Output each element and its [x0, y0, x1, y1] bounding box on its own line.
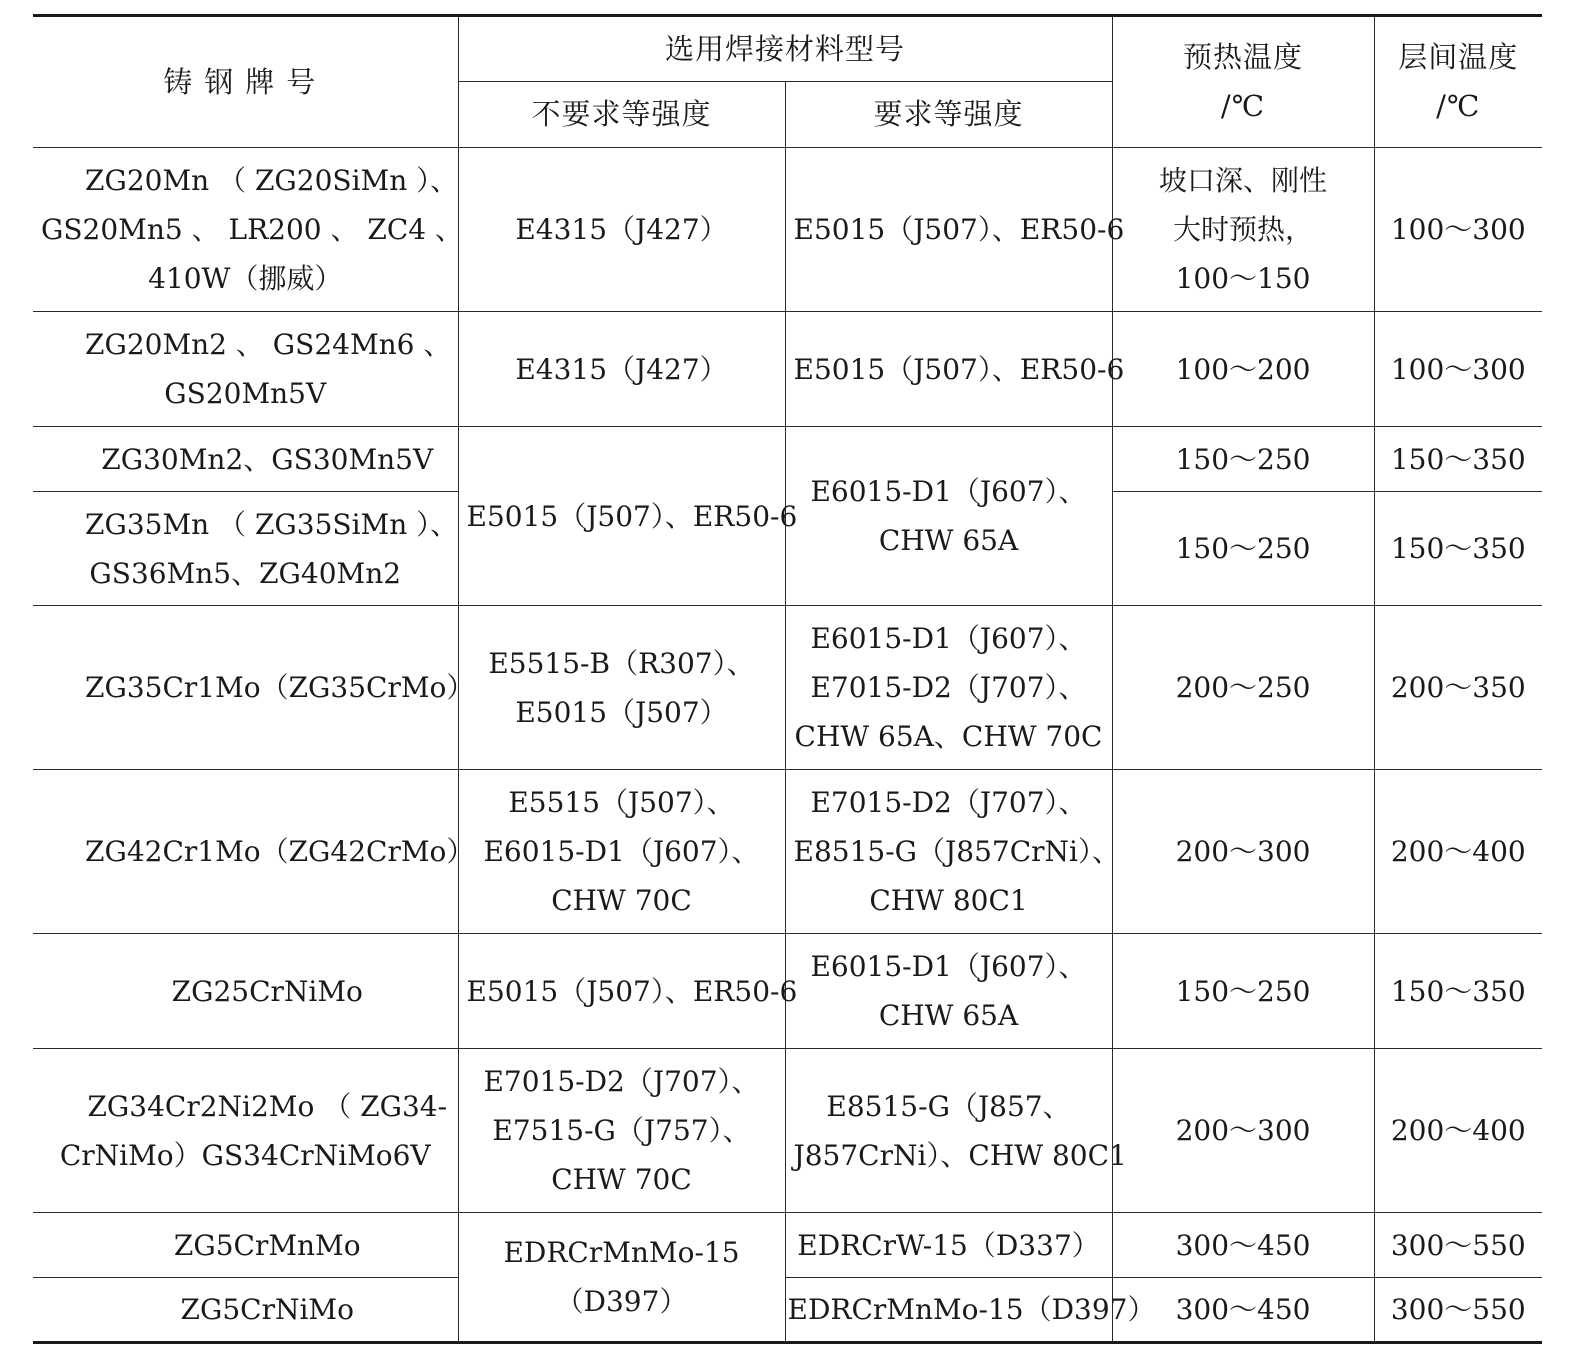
non-equal-line: E5015（J507） [515, 695, 728, 729]
equal-line: E6015-D1（J607）、 [810, 622, 1087, 655]
cell-grade: ZG30Mn2、GS30Mn5V [33, 427, 458, 492]
cell-equal [785, 1049, 1127, 1213]
cell-grade: ZG35Cr1Mo（ZG35CrMo） [33, 606, 458, 770]
grade-line: GS36Mn5、ZG40Mn2 [89, 556, 402, 590]
table-row [33, 770, 1542, 934]
table-row [33, 312, 1542, 427]
cell-non-equal [458, 1213, 785, 1343]
grade-line: GS20Mn5V [164, 377, 327, 410]
non-equal-line: EDRCrMnMo-15 [503, 1236, 740, 1269]
cell-grade [33, 312, 458, 427]
cell-preheat: 200～250 [1112, 606, 1374, 770]
grade-line: CrNiMo）GS34CrNiMo6V [59, 1138, 431, 1172]
equal-line: CHW 80C1 [869, 884, 1028, 917]
table-row [33, 1278, 1542, 1343]
non-equal-line: CHW 70C [551, 884, 692, 917]
equal-line: E6015-D1（J607）、 [810, 950, 1087, 983]
cell-equal [785, 934, 1112, 1049]
header-preheat [1112, 16, 1374, 148]
header-non-equal-strength: 不要求等强度 [458, 82, 785, 148]
cell-grade: ZG25CrNiMo [33, 934, 458, 1049]
equal-line: E8515-G（J857、 [826, 1089, 1071, 1123]
cell-preheat: 150～250 [1112, 427, 1374, 492]
non-equal-line: CHW 70C [551, 1163, 692, 1196]
cell-grade [33, 492, 458, 606]
header-material: 选用焊接材料型号 [458, 16, 1112, 82]
cell-preheat: 300～450 [1112, 1213, 1374, 1278]
cell-grade [33, 148, 464, 312]
equal-line: CHW 65A [878, 524, 1019, 557]
grade-line: GS20Mn5 、 LR200 、 ZC4 、 [41, 213, 464, 246]
equal-line: E6015-D1（J607）、 [810, 475, 1087, 508]
cell-preheat [1112, 148, 1374, 312]
cell-preheat: 200～300 [1112, 770, 1374, 934]
cell-grade: ZG5CrMnMo [33, 1213, 458, 1278]
cell-equal: E5015（J507）、ER50-6 [785, 312, 1112, 427]
cell-interpass: 150～350 [1374, 934, 1542, 1049]
cell-grade: ZG5CrNiMo [33, 1278, 458, 1343]
welding-material-table [33, 14, 1542, 1344]
cell-equal: E5015（J507）、ER50-6 [785, 148, 1112, 312]
header-preheat-unit: /℃ [1220, 89, 1266, 123]
grade-line: ZG20Mn （ ZG20SiMn ）、 [85, 164, 459, 197]
non-equal-line: （D397） [555, 1285, 688, 1318]
cell-equal [785, 606, 1112, 770]
cell-interpass: 300～550 [1374, 1213, 1542, 1278]
cell-grade [33, 1049, 458, 1213]
cell-equal [785, 770, 1120, 934]
cell-interpass: 200～400 [1374, 770, 1542, 934]
grade-line: ZG20Mn2 、 GS24Mn6 、 [85, 328, 452, 361]
cell-preheat: 300～450 [1112, 1278, 1374, 1343]
equal-line: CHW 65A、CHW 70C [794, 720, 1103, 753]
preheat-line: 坡口深、刚性 [1159, 164, 1328, 197]
table-row [33, 427, 1542, 492]
cell-non-equal: E4315（J427） [458, 148, 785, 312]
grade-line: ZG34Cr2Ni2Mo （ ZG34- [87, 1089, 448, 1123]
cell-equal: EDRCrW-15（D337） [785, 1213, 1112, 1278]
non-equal-line: E7515-G（J757）、 [492, 1114, 751, 1147]
non-equal-line: E5515-B（R307）、 [488, 646, 755, 680]
table-row [33, 934, 1542, 1049]
cell-preheat: 150～250 [1112, 934, 1374, 1049]
cell-non-equal [458, 770, 785, 934]
cell-grade: ZG42Cr1Mo（ZG42CrMo） [33, 770, 458, 934]
cell-non-equal: E5015（J507）、ER50-6 [458, 427, 785, 606]
cell-interpass: 300～550 [1374, 1278, 1542, 1343]
non-equal-line: E7015-D2（J707）、 [483, 1065, 760, 1098]
equal-line: E7015-D2（J707）、 [810, 786, 1087, 819]
header-equal-strength: 要求等强度 [785, 82, 1112, 148]
header-interpass-unit: /℃ [1436, 89, 1481, 123]
cell-preheat: 150～250 [1112, 492, 1374, 606]
cell-preheat: 200～300 [1112, 1049, 1374, 1213]
header-interpass-label: 层间温度 [1398, 40, 1519, 74]
cell-preheat: 100～200 [1112, 312, 1374, 427]
preheat-line: 大时预热， [1173, 213, 1314, 246]
cell-non-equal: E5015（J507）、ER50-6 [458, 934, 785, 1049]
header-preheat-label: 预热温度 [1183, 40, 1304, 74]
equal-line: E8515-G（J857CrNi）、 [793, 835, 1120, 868]
table-row [33, 1049, 1542, 1213]
table-row [33, 1213, 1542, 1278]
cell-interpass: 150～350 [1374, 427, 1542, 492]
grade-line: ZG35Mn （ ZG35SiMn ）、 [85, 507, 459, 541]
cell-equal: EDRCrMnMo-15（D397） [785, 1278, 1112, 1343]
table-row [33, 148, 1542, 312]
cell-non-equal [458, 606, 785, 770]
cell-equal [785, 427, 1112, 606]
cell-non-equal [458, 1049, 785, 1213]
cell-interpass: 100～300 [1374, 148, 1542, 312]
cell-interpass: 200～350 [1374, 606, 1542, 770]
equal-line: CHW 65A [878, 999, 1019, 1032]
cell-non-equal: E4315（J427） [458, 312, 785, 427]
cell-interpass: 150～350 [1374, 492, 1542, 606]
equal-line: J857CrNi）、CHW 80C1 [793, 1138, 1127, 1172]
header-grade: 铸钢牌号 [33, 16, 458, 148]
table-row [33, 606, 1542, 770]
cell-interpass: 200～400 [1374, 1049, 1542, 1213]
grade-line: 410W（挪威） [148, 262, 343, 295]
header-interpass [1374, 16, 1542, 148]
cell-interpass: 100～300 [1374, 312, 1542, 427]
equal-line: E7015-D2（J707）、 [810, 671, 1087, 704]
non-equal-line: E5515（J507）、 [508, 786, 735, 819]
preheat-line: 100～150 [1175, 262, 1311, 295]
non-equal-line: E6015-D1（J607）、 [483, 835, 760, 868]
